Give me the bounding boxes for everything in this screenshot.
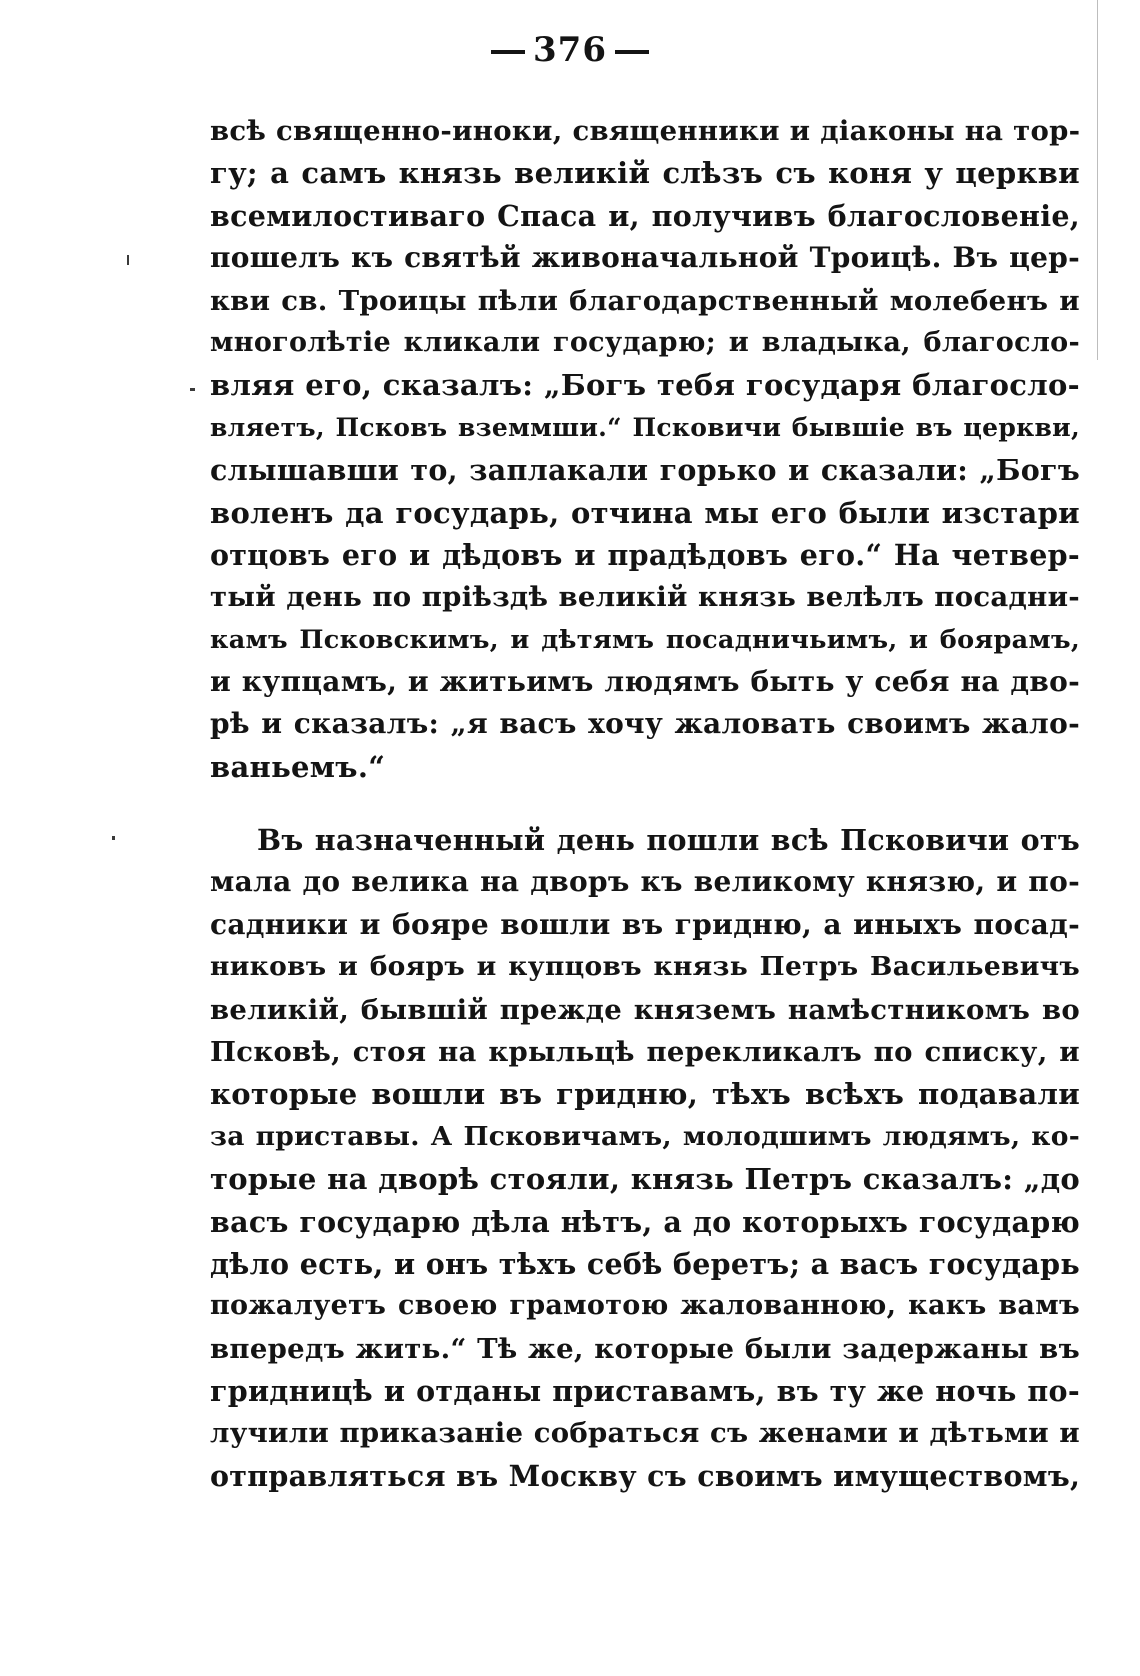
margin-mark [190,388,195,391]
text-line: никовъ и бояръ и купцовъ князь Петръ Васильевичъ [210,951,1080,983]
text-line: за приставы. А Псковичамъ, молодшимъ людямъ, ко- [210,1120,1080,1152]
text-line: рѣ и сказалъ: „я васъ хочу жаловать своимъ жало- [210,707,1080,741]
text-line: всѣ священно-иноки, священники и діаконы на тор- [210,115,1081,147]
paragraph-1 [210,110,1080,788]
text-line: торые на дворѣ стояли, князь Петръ сказалъ: „до [210,1162,1080,1197]
text-line: камъ Псковскимъ, и дѣтямъ посадничьимъ, и боярамъ, [210,624,1080,655]
text-line: пожалуетъ своею грамотою жалованною, какъ вамъ [210,1290,1080,1322]
text-line: тый день по пріѣздѣ великій князь велѣлъ посадни- [210,581,1080,614]
text-line: отцовъ его и дѣдовъ и прадѣдовъ его.“ На четвер- [210,537,1080,572]
paragraph-2 [210,819,1080,1497]
text-line: великій, бывшій прежде княземъ намѣстникомъ во [210,993,1080,1026]
page-number-dash-left [491,50,525,54]
text-line: слышавши то, заплакали горько и сказали: „Богъ [210,453,1080,488]
margin-mark [127,255,129,265]
text-line: впередъ жить.“ Тѣ же, которые были задержаны въ [210,1332,1080,1365]
text-line: васъ государю дѣла нѣтъ, а до которыхъ государю [210,1204,1080,1239]
text-line: пошелъ къ святѣй живоначальной Троицѣ. Въ цер- [210,241,1080,275]
text-line: Въ назначенный день пошли всѣ Псковичи отъ [257,823,1080,857]
text-line: гу; а самъ князь великій слѣзъ съ коня у церкви [210,156,1080,191]
text-line: гридницѣ и отданы приставамъ, въ ту же ночь по- [210,1374,1080,1409]
text-line: всемилостиваго Спаса и, получивъ благословеніе, [210,198,1080,233]
text-line: вляя его, сказалъ: „Богъ тебя государя благосло- [210,368,1080,403]
margin-mark [112,836,115,840]
text-line: и купцамъ, и житьимъ людямъ быть у себя на дво- [210,665,1080,699]
text-line: Псковѣ, стоя на крыльцѣ перекликалъ по списку, и [210,1035,1080,1068]
text-line: отправляться въ Москву съ своимъ имуществомъ, [210,1458,1081,1493]
page-number-value: 376 [533,30,607,70]
text-line: ваньемъ.“ [210,749,386,784]
text-line: многолѣтіе кликали государю; и владыка, благосло- [210,326,1080,358]
text-line: которые вошли въ гридню, тѣхъ всѣхъ подавали [210,1077,1080,1112]
text-line: садники и бояре вошли въ гридню, а иныхъ посад- [210,907,1080,941]
text-line: лучили приказаніе собраться съ женами и дѣтьми и [210,1417,1080,1450]
page-number [0,30,1140,70]
text-line: мала до велика на дворъ къ великому князю, и по- [210,865,1080,899]
page-number-dash-right [615,50,649,54]
text-line: вляетъ, Псковъ вземмши.“ Псковичи бывшіе въ церкви, [210,412,1080,442]
text-line: воленъ да государь, отчина мы его были изстари [210,495,1080,530]
text-line: кви св. Троицы пѣли благодарственный молебенъ и [210,284,1080,317]
text-line: дѣло есть, и онъ тѣхъ себѣ беретъ; а васъ государь [210,1246,1080,1281]
right-edge-rule [1097,0,1098,360]
